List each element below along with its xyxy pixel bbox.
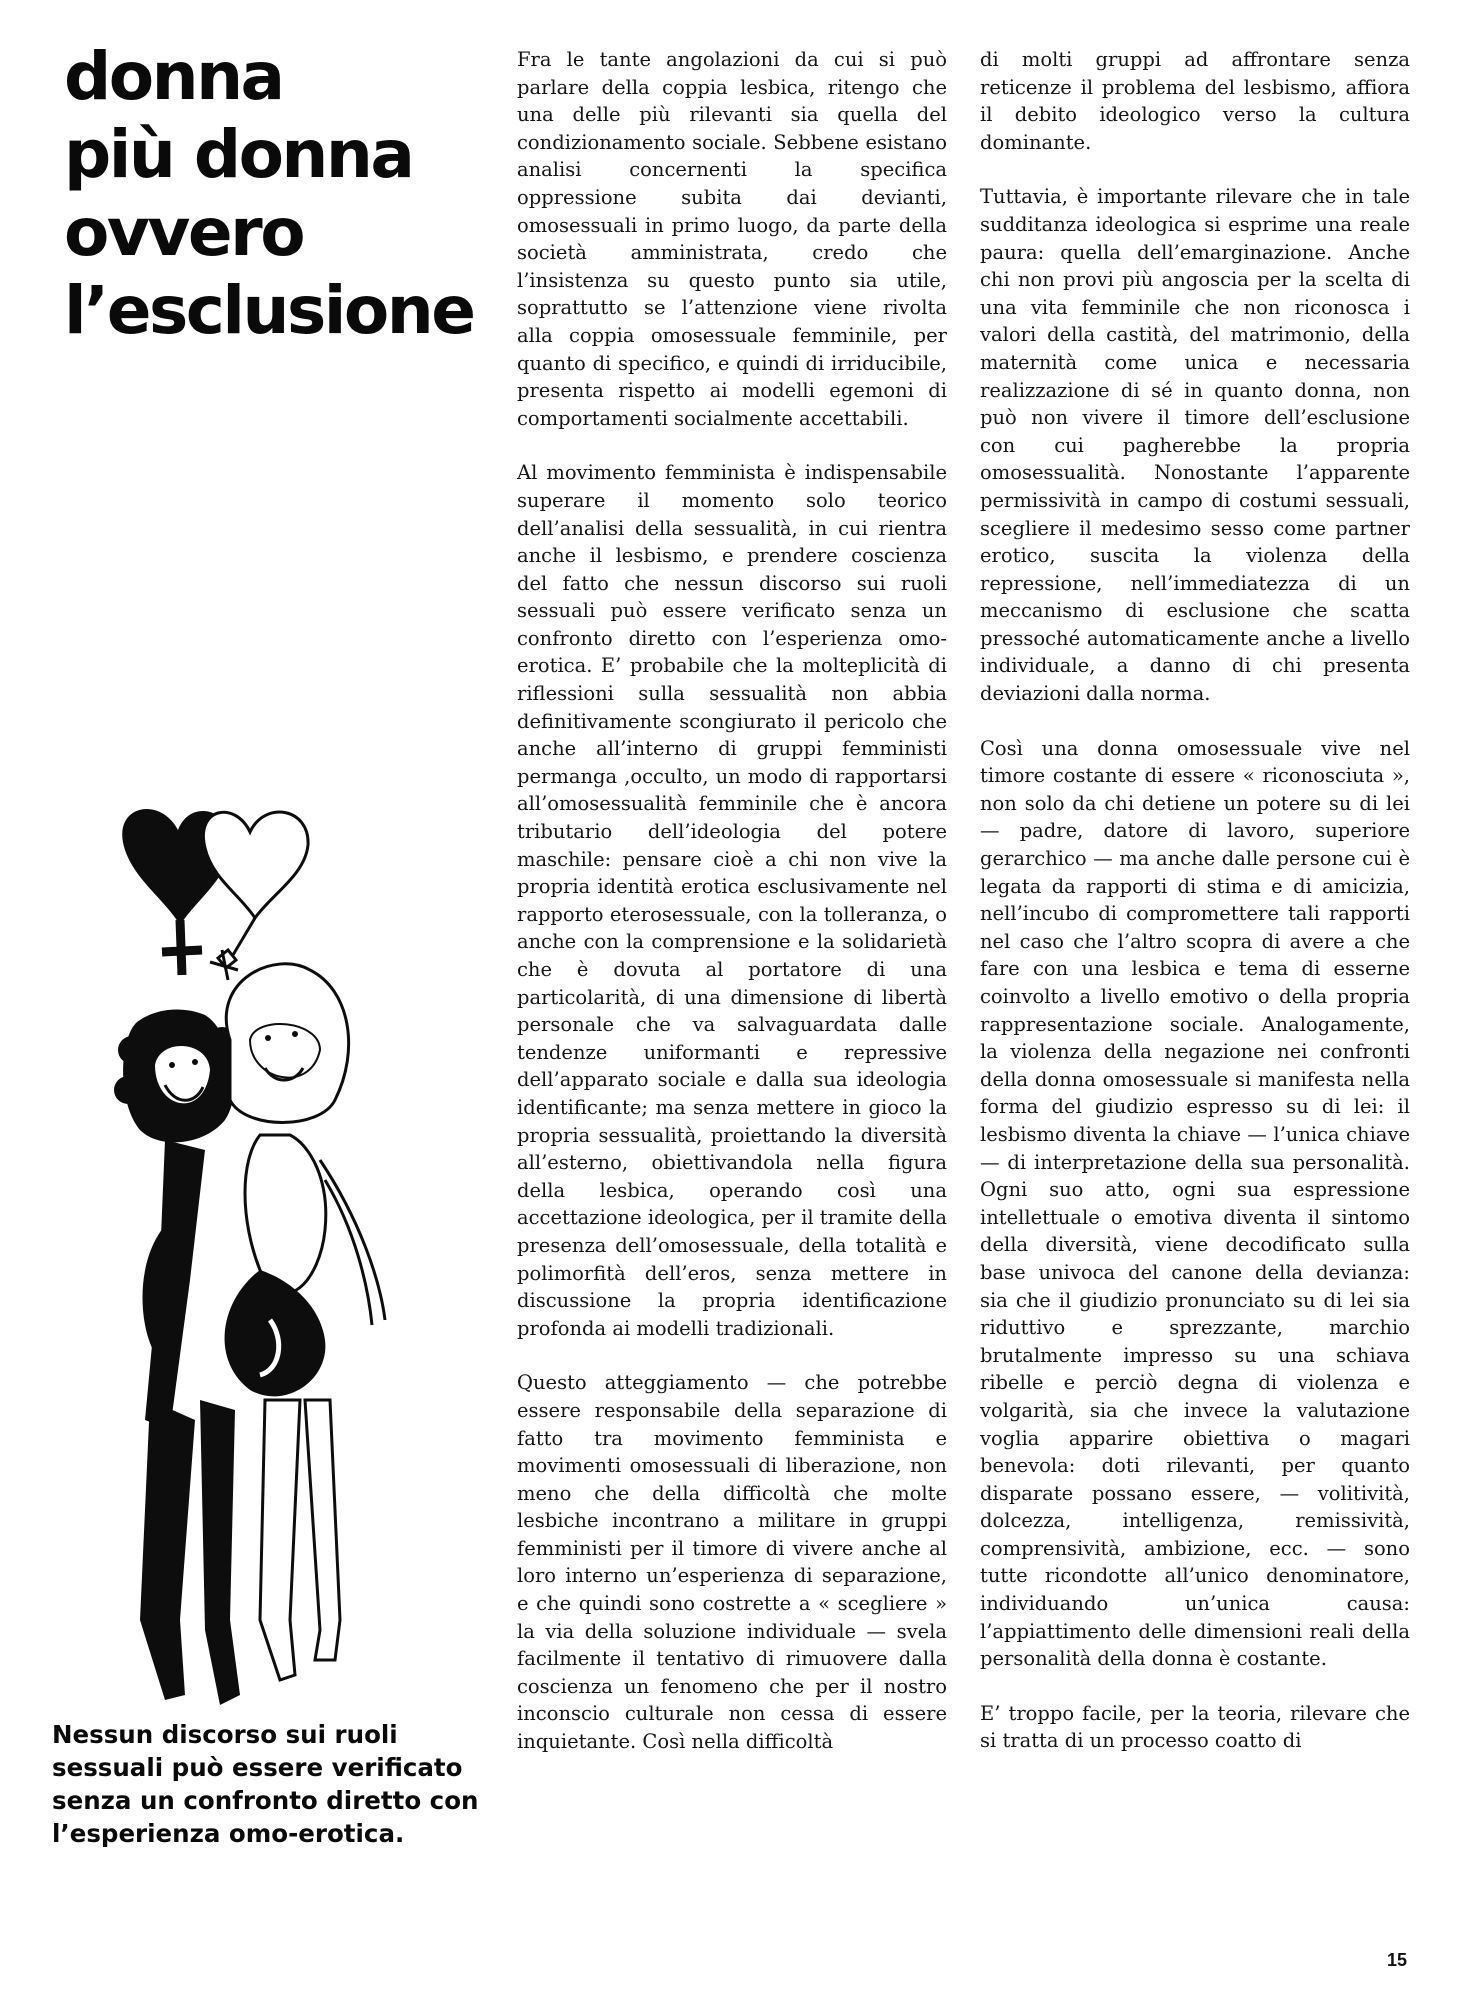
paragraph: Questo atteggiamento — che potrebbe essere responsabile della separazione di fatto tra movimento femminista e movimenti omosessuali di liberazione, non meno che della difficoltà che molte lesbiche incontrano a militare in gruppi femministi per il timore di vivere anche al loro interno un’esperienza di separazione, e che quindi sono costrette a « scegliere » la via della soluzione individuale — svela facilmente il tentativo di rimuovere dalla coscienza un fenomeno che per il nostro inconscio culturale non cessa di essere inquietante. Così nella difficoltà (517, 1371, 947, 1754)
paragraph: Fra le tante angolazioni da cui si può parlare della coppia lesbica, ritengo che una delle più rilevanti sia quella del condizionamento sociale. Sebbene esistano analisi concernenti la specifica oppressione subita dai devianti, omosessuali in primo luogo, da parte della società amministrata, credo che l’insistenza su questo punto sia utile, soprattutto se l’attenzione viene rivolta alla coppia omosessuale femminile, per quanto di specifico, e quindi di irriducibile, presenta rispetto ai modelli egemoni di comportamenti socialmente accettabili. (517, 48, 947, 430)
pull-quote: Nessun discorso sui ruoli sessuali può essere verificato senza un confronto diretto con l’esperienza omo-erotica. (52, 1720, 479, 1848)
title-line-1: donna (64, 38, 283, 115)
paragraph: di molti gruppi ad affrontare senza reticenze il problema del lesbismo, affiora il debito ideologico verso la cultura dominante. (980, 48, 1410, 154)
paragraph: Tuttavia, è importante rilevare che in tale sudditanza ideologica si esprime una reale paura: quella dell’emarginazione. Anche chi non provi più angoscia per la scelta di una vita femminile che non riconosca i valori della castità, del matrimonio, della maternità come unica e necessaria realizzazione di sé in quanto donna, non può non vivere il timore dell’esclusione con cui pagherebbe la propria omosessualità. Nonostante l’apparente permissività in campo di costumi sessuali, scegliere il medesimo sesso come partner erotico, suscita la violenza della repressione, nell’immediatezza di un meccanismo di esclusione che scatta pressoché automaticamente anche a livello individuale, a danno di chi presenta deviazioni dalla norma. (980, 185, 1410, 706)
paragraph: Così una donna omosessuale vive nel timore costante di essere « riconosciuta », non solo da chi detiene un potere su di lei — padre, datore di lavoro, superiore gerarchico — ma anche dalle persone cui è legata da rapporti di stima e di amicizia, nell’incubo di compromettere tali rapporti nel caso che l’altro scopra di avere a che fare con una lesbica e tema di esserne coinvolto a livello emotivo o della propria rappresentazione sociale. Analogamente, la violenza della negazione nei confronti della donna omosessuale si manifesta nella forma del giudizio espresso su di lei: il lesbismo diventa la chiave — l’unica chiave — di interpretazione della sua personalità. Ogni suo atto, ogni sua espressione intellettuale o emotiva diventa il sintomo della diversità, viene decodificato sulla base univoca del canone della devianza: sia che il giudizio pronunciato su di lei sia riduttivo e sprezzante, marchio brutalmente impresso su una schiava ribelle e perciò degna di violenza e volgarità, sia che invece la valutazione voglia apparire obiettiva o magari benevola: doti rilevanti, per quanto disparate possano essere, — volitività, dolcezza, intelligenza, remissività, comprensività, ambizione, ecc. — sono tutte ricondotte all’unico denominatore, individuando un’unica causa: l’appiattimento delle dimensioni reali della personalità della donna è costante. (980, 736, 1410, 1671)
paragraph: E’ troppo facile, per la teoria, rilevare che si tratta di un processo coatto di (980, 1701, 1410, 1753)
title-line-4: l’esclusione (64, 272, 474, 349)
white-heart-venus-icon (203, 812, 308, 980)
woman-left-figure (114, 1010, 240, 1705)
paragraph: Al movimento femminista è indispensabile superare il momento solo teorico dell’analisi della sessualità, in cui rientra anche il lesbismo, e prendere coscienza del fatto che nessun discorso sui ruoli sessuali può essere verificato senza un confronto diretto con l’esperienza omo-erotica. E’ probabile che la molteplicità di riflessioni sulla sessualità non abbia definitivamente scongiurato il pericolo che anche all’interno di gruppi femministi permanga ,occulto, un modo di rapportarsi all’omosessualità femminile che è ancora tributario dell’ideologia del potere maschile: pensare cioè a chi non vive la propria identità erotica esclusivamente nel rapporto eterosessuale, con la tolleranza, o anche con la comprensione e la solidarietà che è dovuta al portatore di una particolarità, di una dimensione di libertà personale che va salvaguardata dalle tendenze uniformanti e repressive dell’apparato sociale e dalla sua ideologia identificante; ma senza mettere in gioco la propria sessualità, proiettando la diversità all’esterno, obiettivandola nella figura della lesbica, operando così una accettazione ideologica, per il tramite della presenza dell’omosessuale, della totalità e polimorfità dell’eros, senza mettere in discussione la propria identificazione profonda ai modelli tradizionali. (517, 461, 947, 1340)
illustration-two-women (110, 800, 420, 1720)
text-column-1 (517, 46, 947, 1783)
page-number: 15 (1386, 1950, 1407, 1970)
title-line-2: più donna (64, 116, 413, 193)
article-title (64, 38, 484, 350)
woman-right-figure (225, 964, 385, 1680)
title-line-3: ovvero (64, 194, 304, 271)
text-column-2 (980, 46, 1410, 1782)
